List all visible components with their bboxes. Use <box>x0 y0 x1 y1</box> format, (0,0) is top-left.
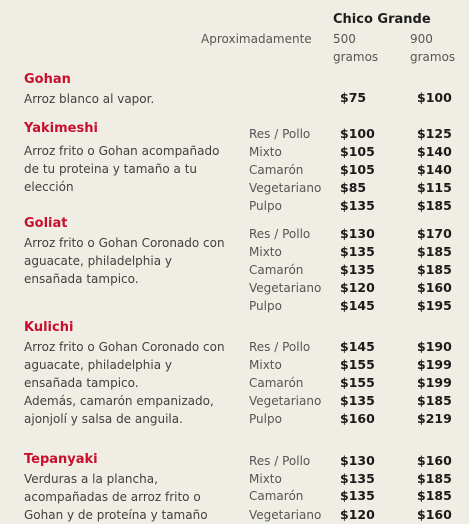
desc-line: ajonjolí y salsa de anguila. <box>24 412 183 426</box>
price-chico: $135 <box>340 488 375 503</box>
desc-line: elección <box>24 180 74 194</box>
price-grande: $185 <box>417 198 452 213</box>
price-chico: $135 <box>340 393 375 408</box>
price-grande: $160 <box>417 280 452 295</box>
variant-label: Res / Pollo <box>249 227 311 241</box>
desc-line: ensañada tampico. <box>24 376 139 390</box>
variant-label: Mixto <box>249 358 282 372</box>
variant-label: Camarón <box>249 263 304 277</box>
price-row <box>0 197 469 215</box>
price-chico: $105 <box>340 162 375 177</box>
desc-line: Arroz frito o Gohan acompañado <box>24 144 220 158</box>
variant-label: Mixto <box>249 245 282 259</box>
price-grande: $170 <box>417 226 452 241</box>
price-row <box>0 470 469 488</box>
desc-line: Verduras a la plancha, <box>24 472 158 486</box>
price-grande: $185 <box>417 393 452 408</box>
dish-name: Gohan <box>24 72 71 87</box>
price-chico: $135 <box>340 471 375 486</box>
price-row <box>0 143 469 161</box>
price-chico: $75 <box>340 90 367 105</box>
price-grande: $185 <box>417 488 452 503</box>
desc-line: acompañadas de arroz frito o <box>24 490 201 504</box>
variant-label: Res / Pollo <box>249 127 311 141</box>
desc-line: aguacate, philadelphia y <box>24 254 173 268</box>
price-grande: $160 <box>417 453 452 468</box>
price-chico: $155 <box>340 357 375 372</box>
price-chico: $85 <box>340 180 367 195</box>
price-row <box>0 356 469 374</box>
grande-qty: 900 <box>410 32 433 46</box>
price-grande: $185 <box>417 471 452 486</box>
variant-label: Camarón <box>249 376 304 390</box>
price-grande: $199 <box>417 375 452 390</box>
desc-line: Arroz frito o Gohan Coronado con <box>24 340 225 354</box>
price-chico: $145 <box>340 339 375 354</box>
price-chico: $130 <box>340 453 375 468</box>
variant-label: Res / Pollo <box>249 454 311 468</box>
variant-label: Res / Pollo <box>249 340 311 354</box>
variant-label: Pulpo <box>249 199 282 213</box>
price-row <box>0 279 469 297</box>
size-header-title: Chico Grande <box>333 12 431 27</box>
price-chico: $135 <box>340 262 375 277</box>
price-grande: $219 <box>417 411 452 426</box>
price-grande: $140 <box>417 162 452 177</box>
price-grande: $125 <box>417 126 452 141</box>
variant-label: Camarón <box>249 163 304 177</box>
price-row <box>0 392 469 410</box>
variant-label: Camarón <box>249 489 304 503</box>
price-grande: $185 <box>417 262 452 277</box>
dish-name: Tepanyaki <box>24 452 98 467</box>
dish-name: Goliat <box>24 216 68 231</box>
variant-label: Vegetariano <box>249 394 322 408</box>
desc-line: aguacate, philadelphia y <box>24 358 173 372</box>
chico-qty: 500 <box>333 32 356 46</box>
variant-label: Vegetariano <box>249 281 322 295</box>
variant-label: Mixto <box>249 472 282 486</box>
price-row <box>0 161 469 179</box>
variant-label: Mixto <box>249 145 282 159</box>
price-row <box>0 225 469 243</box>
price-grande: $190 <box>417 339 452 354</box>
price-chico: $160 <box>340 411 375 426</box>
desc-line: Gohan y de proteína y tamaño <box>24 508 208 522</box>
price-grande: $115 <box>417 180 452 195</box>
price-chico: $105 <box>340 144 375 159</box>
price-chico: $100 <box>340 126 375 141</box>
price-row <box>0 297 469 315</box>
price-chico: $130 <box>340 226 375 241</box>
price-grande: $195 <box>417 298 452 313</box>
price-row <box>0 452 469 470</box>
price-chico: $155 <box>340 375 375 390</box>
price-row <box>0 261 469 279</box>
price-grande: $100 <box>417 90 452 105</box>
desc-line: Arroz blanco al vapor. <box>24 92 155 106</box>
variant-label: Vegetariano <box>249 181 322 195</box>
price-chico: $145 <box>340 298 375 313</box>
grande-unit: gramos <box>410 50 456 64</box>
price-chico: $135 <box>340 244 375 259</box>
price-grande: $160 <box>417 507 452 522</box>
price-grande: $185 <box>417 244 452 259</box>
desc-line: ensañada tampico. <box>24 272 139 286</box>
variant-label: Pulpo <box>249 412 282 426</box>
price-chico: $135 <box>340 198 375 213</box>
price-chico: $120 <box>340 280 375 295</box>
price-row <box>0 374 469 392</box>
dish-name: Yakimeshi <box>24 121 98 136</box>
desc-line: Arroz frito o Gohan Coronado con <box>24 236 225 250</box>
price-row <box>0 243 469 261</box>
price-row <box>0 179 469 197</box>
chico-unit: gramos <box>333 50 379 64</box>
variant-label: Vegetariano <box>249 508 322 522</box>
price-chico: $120 <box>340 507 375 522</box>
variant-label: Pulpo <box>249 299 282 313</box>
price-row <box>0 410 469 428</box>
dish-name: Kulichi <box>24 320 74 335</box>
price-row <box>0 89 469 107</box>
price-row <box>0 125 469 143</box>
desc-line: de tu proteina y tamaño a tu <box>24 162 198 176</box>
price-grande: $199 <box>417 357 452 372</box>
desc-line: Además, camarón empanizado, <box>24 394 214 408</box>
price-grande: $140 <box>417 144 452 159</box>
approx-label: Aproximadamente <box>201 32 312 46</box>
price-row <box>0 338 469 356</box>
